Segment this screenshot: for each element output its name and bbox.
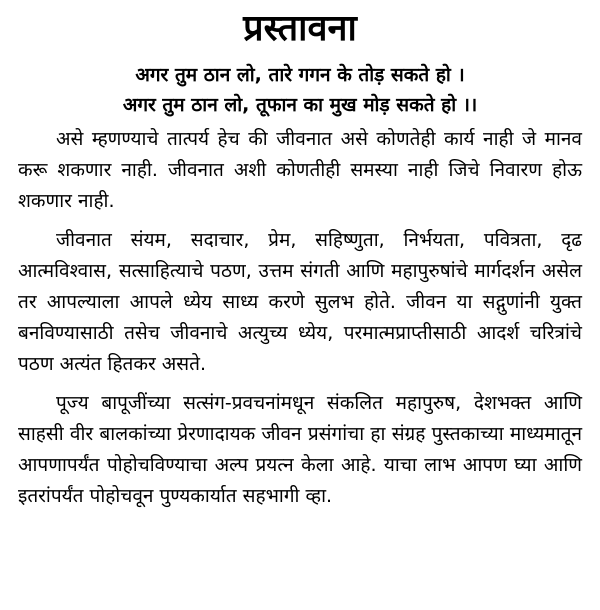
- verse-block: [18, 60, 582, 120]
- verse-line-1: अगर तुम ठान लो, तारे गगन के तोड़ सकते हो ।: [135, 64, 465, 86]
- paragraph-2: जीवनात संयम, सदाचार, प्रेम, सहिष्णुता, निर्भयता, पवित्रता, दृढ आत्मविश्वास, सत्साहित्याचे पठण, उत्तम संगती आणि महापुरुषांचे मार्गदर्शन असेल तर आपल्याला आपले ध्येय साध्य करणे सुलभ होते. जीवन या सद्गुणांनी युक्त बनविण्यासाठी तसेच जीवनाचे अत्युच्य ध्येय, परमात्मप्राप्तीसाठी आदर्श चरित्रांचे पठण अत्यंत हितकर असते.: [18, 229, 582, 375]
- paragraph-3: पूज्य बापूजींच्या सत्संग-प्रवचनांमधून संकलित महापुरुष, देशभक्त आणि साहसी वीर बालकांच्या प्रेरणादायक जीवन प्रसंगांचा हा संग्रह पुस्तकाच्या माध्यमातून आपणापर्यंत पोहोचविण्याचा अल्प प्रयत्न केला आहे. याचा लाभ आपण घ्या आणि इतरांपर्यंत पोहोचवून पुण्यकार्यात सहभागी व्हा.: [18, 392, 582, 507]
- page-title: प्रस्तावना: [243, 8, 357, 49]
- paragraph-1: असे म्हणण्याचे तात्पर्य हेच की जीवनात असे कोणतेही कार्य नाही जे मानव करू शकणार नाही. जीवनात अशी कोणतीही समस्या नाही जिचे निवारण होऊ शकणार नाही.: [18, 128, 583, 212]
- verse-line-2: अगर तुम ठान लो, तूफान का मुख मोड़ सकते हो ।।: [122, 94, 478, 116]
